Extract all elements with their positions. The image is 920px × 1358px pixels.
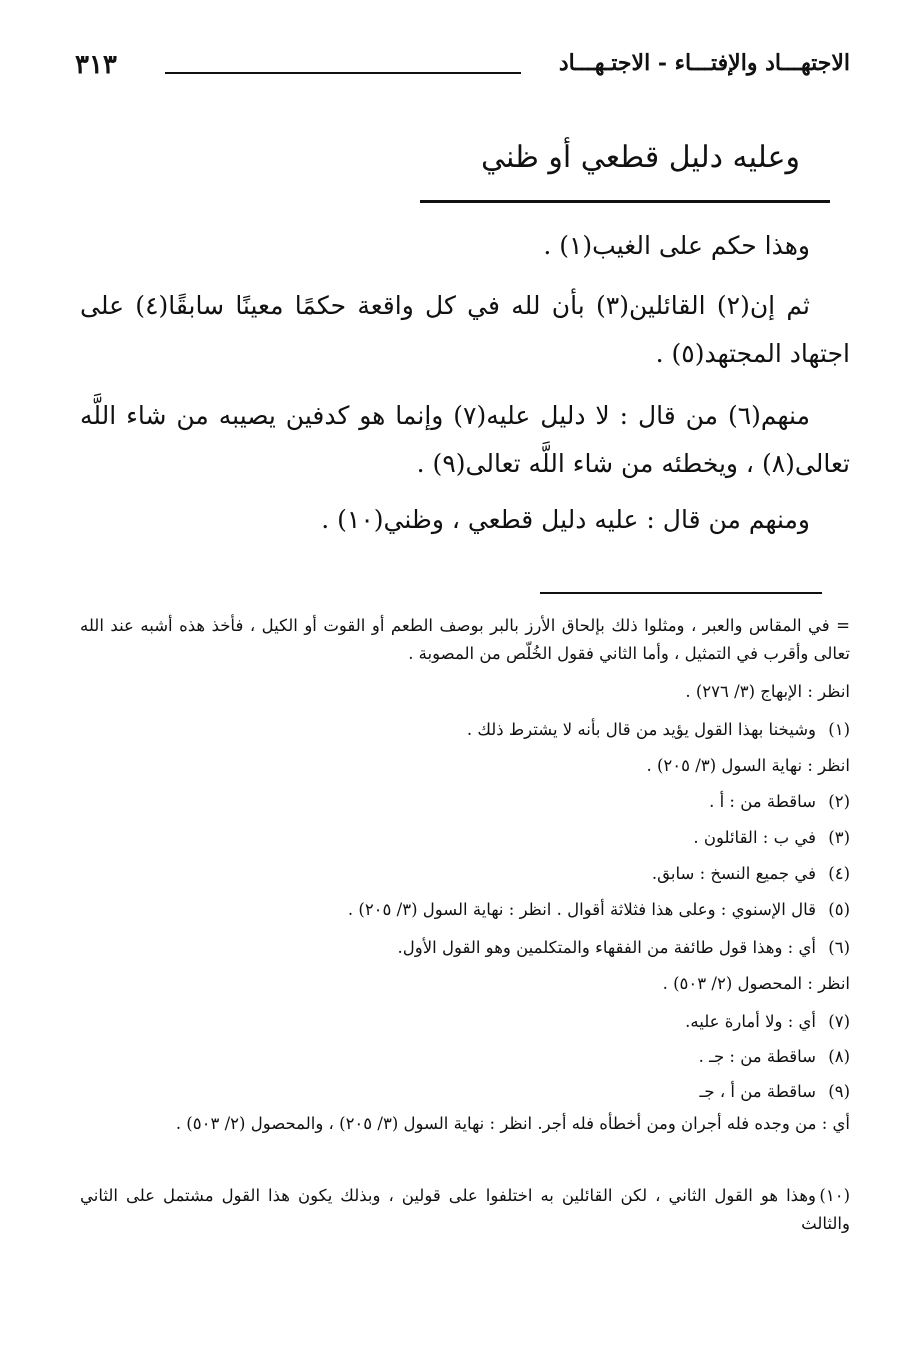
title-rule	[420, 200, 830, 203]
footnote-5	[80, 896, 850, 924]
footnote-number: (٣)	[828, 828, 850, 847]
running-title: الاجتهـــاد والإفتـــاء - الاجتـهـــاد	[558, 50, 850, 76]
footnote-1	[80, 716, 850, 744]
footnote-2	[80, 788, 850, 816]
footnote-number: (١٠)	[819, 1186, 850, 1205]
footnote-3	[80, 824, 850, 852]
footnote-9-note: أي : من وجده فله أجران ومن أخطأه فله أجر. انظر : نهاية السول (٣/ ٢٠٥) ، والمحصول (٢/ ٥٠٣) .	[175, 1114, 850, 1133]
header-rule	[165, 72, 521, 74]
footnote-8	[80, 1043, 850, 1071]
footnote-number: (١)	[828, 720, 850, 739]
footnote-continuation-ref: انظر : الإبهاج (٣/ ٢٧٦) .	[685, 682, 850, 701]
footnote-number: (٩)	[828, 1082, 850, 1101]
footnote-10	[80, 1182, 850, 1238]
footnote-1-ref: انظر : نهاية السول (٣/ ٢٠٥) .	[646, 756, 850, 775]
footnote-text: ساقطة من أ ، جـ	[699, 1082, 816, 1101]
footnote-text: في جميع النسخ : سابق.	[651, 864, 816, 883]
footnote-number: (٨)	[828, 1047, 850, 1066]
footnote-text: وهذا هو القول الثاني ، لكن القائلين به اختلفوا على قولين ، وبذلك يكون هذا القول مشتمل على الثاني والثالث	[80, 1186, 850, 1233]
footnote-number: (٧)	[828, 1012, 850, 1031]
footnote-7	[80, 1008, 850, 1036]
footnote-text: ساقطة من : جـ .	[698, 1047, 816, 1066]
footnote-number: (٤)	[828, 864, 850, 883]
footnote-4	[80, 860, 850, 888]
paragraph-2: ثم إن(٢) القائلين(٣) بأن لله في كل واقعة حكمًا معينًا سابقًا(٤) على اجتهاد المجتهد(٥) .	[80, 291, 850, 368]
footnote-text: في ب : القائلون .	[693, 828, 816, 847]
footnote-number: (٦)	[828, 938, 850, 957]
paragraph-4: ومنهم من قال : عليه دليل قطعي ، وظني(١٠) .	[321, 505, 810, 534]
footnote-number: (٢)	[828, 792, 850, 811]
footnote-continuation: = في المقاس والعبر ، ومثلوا ذلك بإلحاق الأرز بالبر بوصف الطعم أو القوت أو الكيل ، فأخذ هذه أشبه عند الله تعالى وأقرب في التمثيل ، وأما الثاني فقول الخُلّص من المصوبة .	[80, 616, 850, 663]
footnote-number: (٥)	[828, 900, 850, 919]
section-title: وعليه دليل قطعي أو ظني	[480, 140, 800, 175]
footnote-text: أي : ولا أمارة عليه.	[685, 1012, 816, 1031]
page-number: ٣١٣	[75, 50, 117, 80]
paragraph-3: منهم(٦) من قال : لا دليل عليه(٧) وإنما هو كدفين يصيبه من شاء اللَّه تعالى(٨) ، ويخطئه من شاء اللَّه تعالى(٩) .	[80, 401, 850, 478]
footnote-text: قال الإسنوي : وعلى هذا فثلاثة أقوال . انظر : نهاية السول (٣/ ٢٠٥) .	[347, 900, 816, 919]
footnote-9	[80, 1078, 850, 1106]
paragraph-1: وهذا حكم على الغيب(١) .	[543, 231, 810, 260]
footnote-6	[80, 934, 850, 962]
footnote-6-ref: انظر : المحصول (٢/ ٥٠٣) .	[662, 974, 850, 993]
footnotes-rule	[540, 592, 822, 594]
footnote-text: وشيخنا بهذا القول يؤيد من قال بأنه لا يشترط ذلك .	[466, 720, 816, 739]
footnote-text: أي : وهذا قول طائفة من الفقهاء والمتكلمين وهو القول الأول.	[397, 938, 816, 957]
footnote-text: ساقطة من : أ .	[709, 792, 816, 811]
